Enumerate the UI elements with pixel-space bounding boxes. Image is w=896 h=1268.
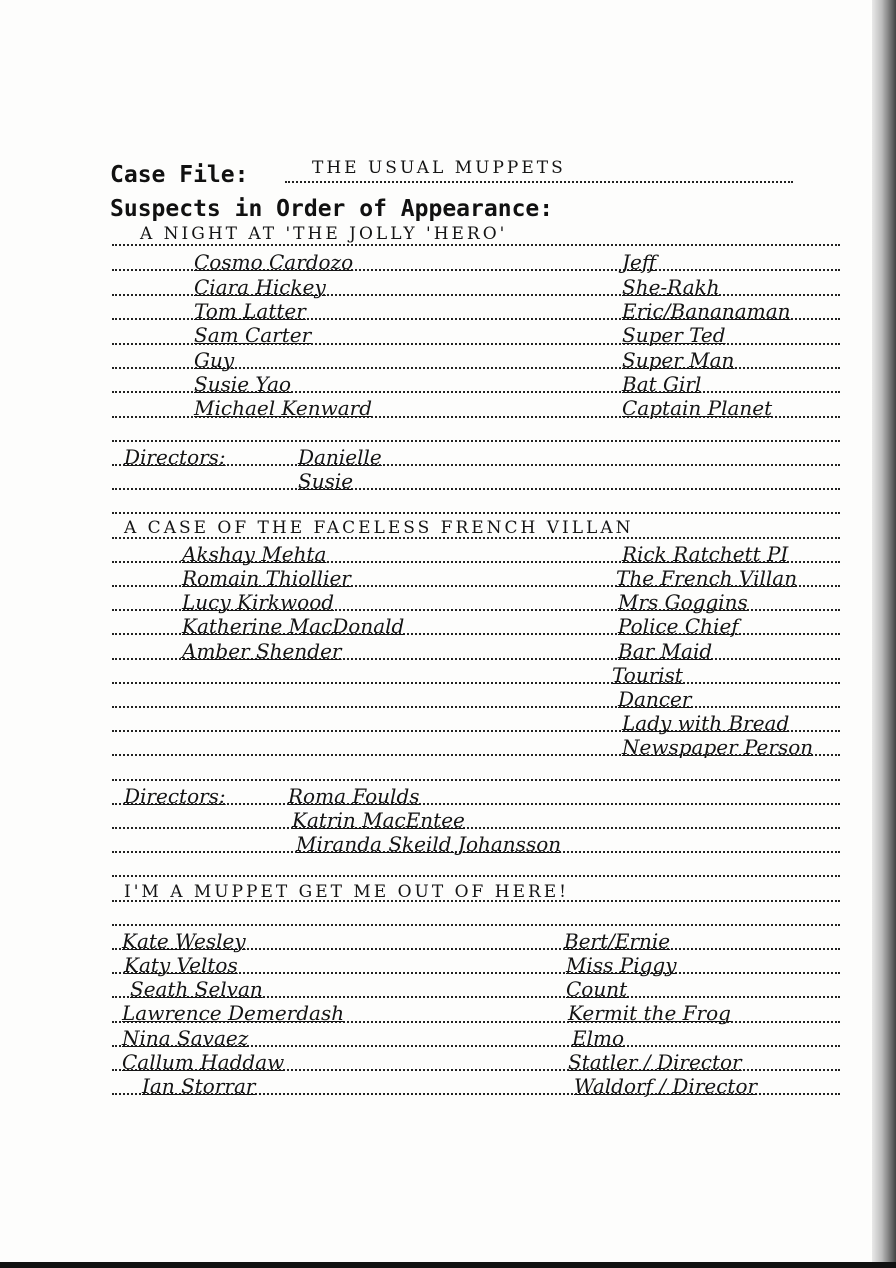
actor-name: Akshay Mehta [182,542,327,566]
actor-name: Ciara Hickey [194,275,326,299]
actor-name: Michael Kenward [194,396,372,420]
role-name: Bert/Ernie [564,929,671,953]
actor-name: Amber Shender [182,639,342,663]
director-name: Roma Foulds [288,784,420,808]
director-name: Miranda Skeild Johansson [296,832,562,856]
directors-label: Directors: [124,784,226,808]
role-name: Captain Planet [622,396,773,420]
scan-right-edge [872,0,896,1268]
role-name: Mrs Goggins [618,590,748,614]
role-name: Statler / Director [568,1050,742,1074]
actor-name: Lawrence Demerdash [122,1001,345,1025]
role-name: Elmo [572,1026,625,1050]
role-name: Kermit the Frog [568,1001,731,1025]
role-name: Dancer [618,687,692,711]
role-name: Waldorf / Director [574,1074,758,1098]
directors-label: Directors: [124,445,226,469]
actor-name: Lucy Kirkwood [182,590,335,614]
suspects-heading: Suspects in Order of Appearance: [110,196,554,222]
actor-name: Kate Wesley [122,929,246,953]
role-name: Bat Girl [622,372,702,396]
role-name: Tourist [612,663,683,687]
actor-name: Seath Selvan [130,977,263,1001]
role-name: Lady with Bread [622,711,790,735]
section-title: I'M A MUPPET GET ME OUT OF HERE! [124,882,570,902]
actor-name: Katherine MacDonald [182,614,405,638]
actor-name: Tom Latter [194,299,306,323]
director-name: Susie [298,469,354,493]
role-name: The French Villan [616,566,798,590]
actor-name: Romain Thiollier [182,566,351,590]
actor-name: Katy Veltos [124,953,238,977]
actor-name: Ian Storrar [142,1074,256,1098]
role-name: Bar Maid [618,639,713,663]
role-name: Police Chief [618,614,739,638]
role-name: She-Rakh [622,275,720,299]
actor-name: Sam Carter [194,323,312,347]
scan-bottom-edge [0,1262,896,1268]
role-name: Eric/Bananaman [622,299,791,323]
case-file-value: THE USUAL MUPPETS [312,158,566,178]
section-title: A NIGHT AT 'THE JOLLY 'HERO' [140,224,508,244]
director-name: Danielle [298,445,382,469]
role-name: Miss Piggy [566,953,677,977]
role-name: Newspaper Person [622,735,814,759]
actor-name: Nina Savaez [122,1026,249,1050]
section-title: A CASE OF THE FACELESS FRENCH VILLAN [124,518,634,538]
role-name: Count [566,977,628,1001]
case-file-label: Case File: [110,162,249,188]
actor-name: Guy [194,348,235,372]
actor-name: Callum Haddaw [122,1050,285,1074]
role-name: Jeff [622,250,657,274]
role-name: Rick Ratchett PI [622,542,789,566]
role-name: Super Man [622,348,735,372]
role-name: Super Ted [622,323,726,347]
dotted-line [285,181,793,183]
director-name: Katrin MacEntee [292,808,465,832]
actor-name: Cosmo Cardozo [194,250,354,274]
actor-name: Susie Yao [194,372,292,396]
